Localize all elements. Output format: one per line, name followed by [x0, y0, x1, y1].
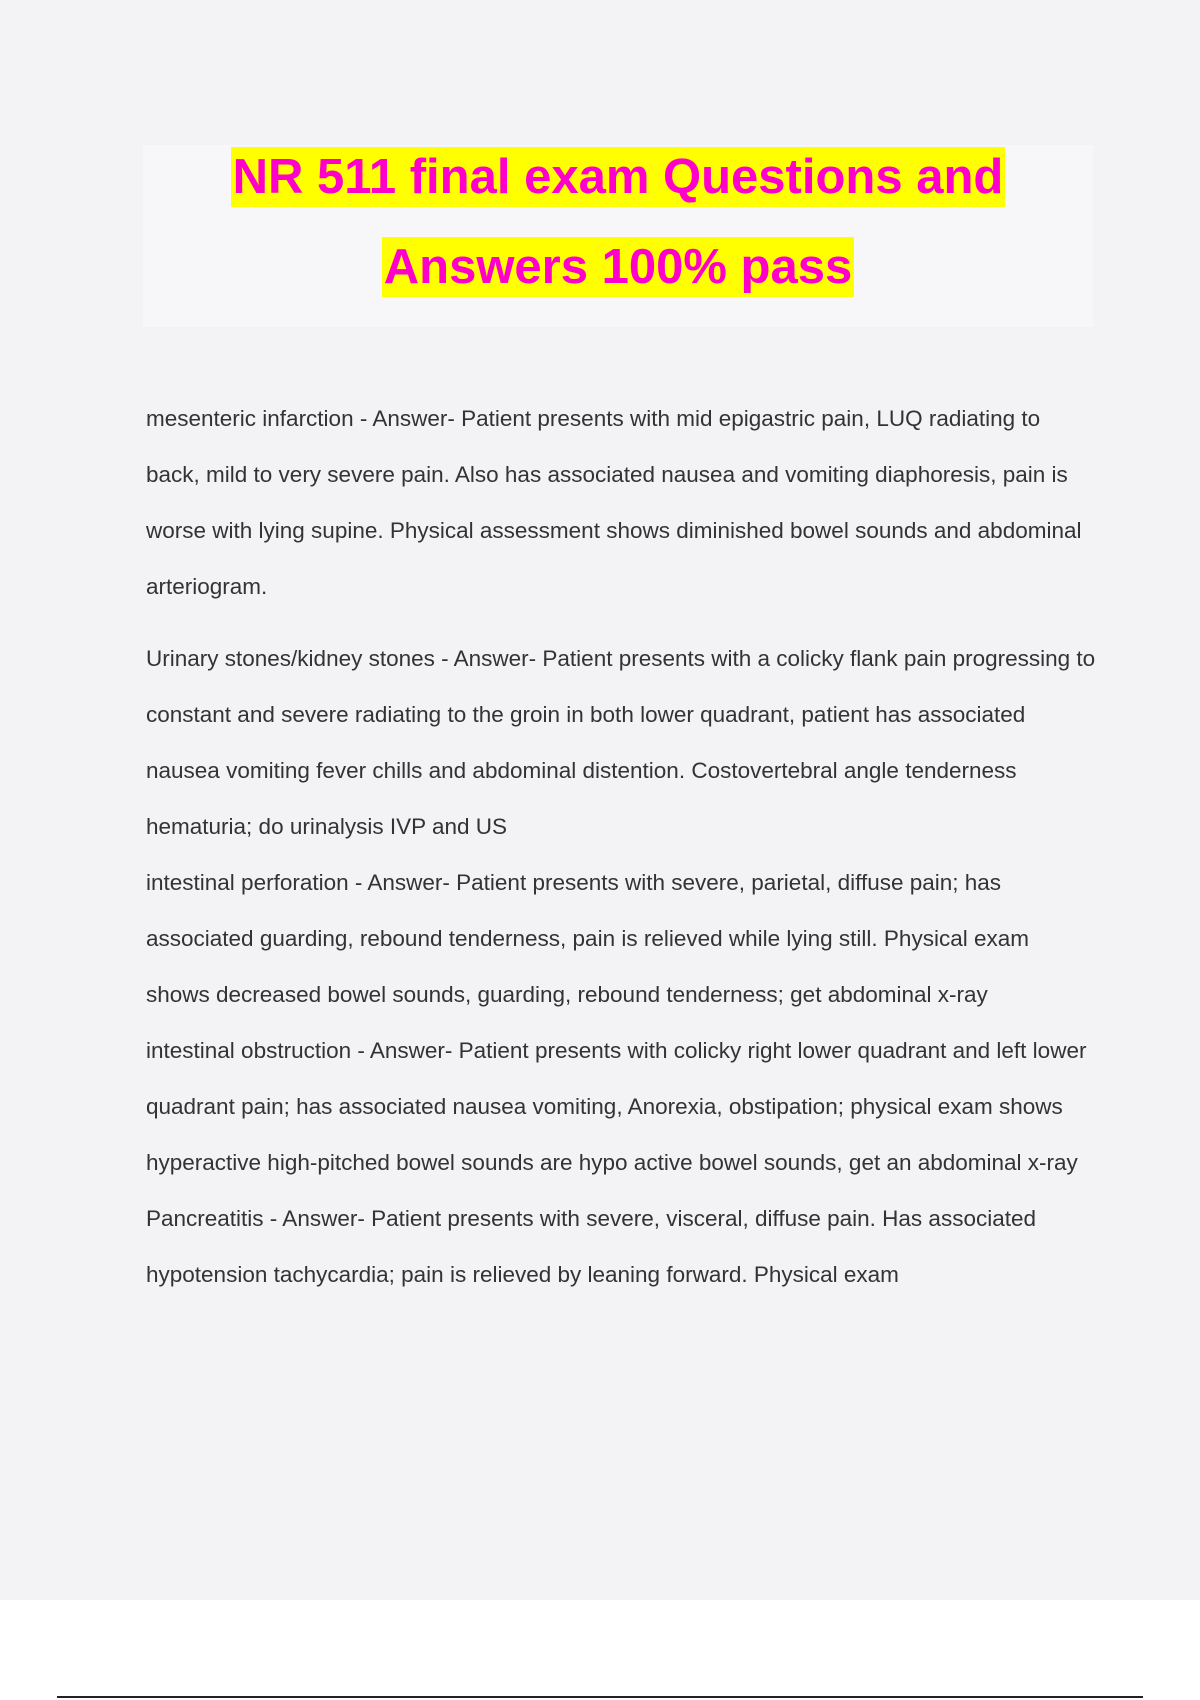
document-title-line-1: NR 511 final exam Questions and [231, 147, 1006, 207]
qa-entry-intestinal-perforation: intestinal perforation - Answer- Patient presents with severe, parietal, diffuse pain; has associated guarding, rebound tenderness, pain is relieved while lying still. Physical exam shows decreased bowel sounds, guarding, rebound tenderness; get abdominal x-ray [146, 870, 1036, 1007]
document-body [146, 391, 1102, 1303]
qa-entry-mesenteric-infarction: mesenteric infarction - Answer- Patient presents with mid epigastric pain, LUQ radiating to back, mild to very severe pain. Also has associated nausea and vomiting diaphoresis, pain is worse with lying supine. Physical assessment shows diminished bowel sounds and abdominal arteriogram. [146, 406, 1088, 599]
qa-entry-pancreatitis: Pancreatitis - Answer- Patient presents with severe, visceral, diffuse pain. Has associated hypotension tachycardia; pain is relieved by leaning forward. Physical exam [146, 1206, 1043, 1287]
qa-entry-intestinal-obstruction: intestinal obstruction - Answer- Patient presents with colicky right lower quadrant and left lower quadrant pain; has associated nausea vomiting, Anorexia, obstipation; physical exam shows hyperactive high-pitched bowel sounds are hypo active bowel sounds, get an abdominal x-ray [146, 1038, 1093, 1175]
qa-entry-urinary-stones: Urinary stones/kidney stones - Answer- Patient presents with a colicky flank pain progressing to constant and severe radiating to the groin in both lower quadrant, patient has associated nausea vomiting fever chills and abdominal distention. Costovertebral angle tenderness hematuria; do urinalysis IVP and US [146, 646, 1102, 839]
title-banner [143, 145, 1093, 327]
document-title-line-2: Answers 100% pass [382, 237, 855, 297]
footer-divider [57, 1696, 1143, 1698]
